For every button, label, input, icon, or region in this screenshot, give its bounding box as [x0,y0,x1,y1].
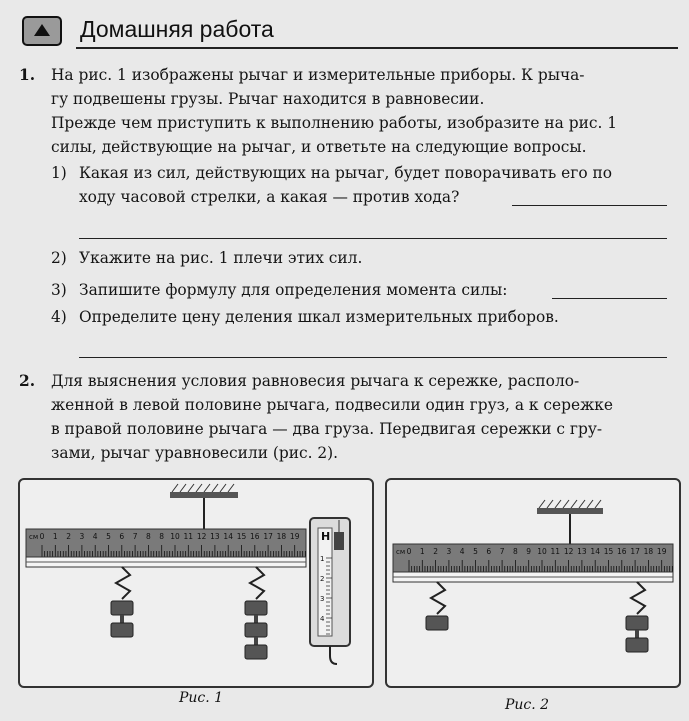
task2-line-1: Для выяснения условия равновесия рычага к сережке, располо- [51,372,580,390]
ruler-tick-label: 17 [263,532,273,541]
ruler-tick-label: 10 [537,547,547,556]
left-hook [116,567,130,599]
ceiling-mount [537,508,603,514]
figure-2 [385,478,681,688]
ruler-tick-label: 18 [643,547,654,556]
ruler-tick-label: 7 [499,547,505,556]
page-title: Домашняя работа [80,16,274,42]
ruler-tick-label: 9 [526,547,532,556]
ruler-tick-label: 12 [196,532,207,541]
ruler-tick-label: 12 [563,547,574,556]
answer-line-1a[interactable] [512,205,667,206]
ruler-tick-label: 11 [183,532,194,541]
answer-line-1b[interactable] [79,238,667,239]
ruler-tick-label: 3 [79,532,85,541]
right-hook [250,567,264,599]
up-triangle-icon [22,16,62,46]
question-1-number: 1) [51,164,67,182]
dynamometer-tick-label: 3 [320,595,325,603]
task1-line-1: На рис. 1 изображены рычаг и измерительные приборы. К рыча- [51,66,585,84]
ruler-tick-label: 7 [132,532,138,541]
ruler-tick-label: 15 [236,532,247,541]
task1-line-3: Прежде чем приступить к выполнению работы, изобразите на рис. 1 [51,114,618,132]
task2-number: 2. [19,372,36,390]
left-weight [426,616,448,630]
question-3-number: 3) [51,281,67,299]
ruler-tick-label: 10 [170,532,180,541]
ruler-tick-label: 16 [617,547,627,556]
question-3-line-1: Запишите формулу для определения момента силы: [79,281,508,299]
question-2-line-1: Укажите на рис. 1 плечи этих сил. [79,249,363,267]
task1-line-4: силы, действующие на рычаг, и ответьте на следующие вопросы. [51,138,587,156]
task2-line-3: в правой половине рычага — два груза. Передвигая сережки с гру- [51,420,603,438]
ruler-tick-label: 16 [250,532,260,541]
ruler-tick-label: 2 [66,532,71,541]
right-hook [631,582,645,614]
figure-1-drawing [20,480,372,686]
ruler-tick-label: 8 [159,532,165,541]
ceiling-hatching [539,500,601,508]
ruler-tick-label: 4 [92,532,98,541]
ruler-tick-label: 18 [276,532,287,541]
dynamometer-tick-label: 1 [320,555,325,563]
ruler-tick-label: 5 [106,532,111,541]
figure-1-caption: Рис. 1 [179,690,224,706]
ruler-tick-label: 1 [419,547,425,556]
question-4-line-1: Определите цену деления шкал измерительных приборов. [79,308,559,326]
ruler-tick-label: 8 [146,532,151,541]
ruler-tick-label: 3 [446,547,452,556]
ruler-tick-label: 19 [656,547,667,556]
dynamometer-tick-label: 4 [320,615,325,623]
ruler-tick-label: 17 [630,547,640,556]
answer-line-3[interactable] [552,298,667,299]
answer-line-4[interactable] [79,357,667,358]
question-4-number: 4) [51,308,67,326]
right-weight-stack [245,601,267,659]
dynamometer-tick-label: 2 [320,575,325,583]
ruler-tick-label: 0 [39,532,45,541]
figure-2-drawing [387,480,679,686]
ruler-tick-label: 15 [603,547,614,556]
ceiling-mount [170,492,238,498]
ruler-tick-label: 11 [550,547,561,556]
question-1-line-2: ходу часовой стрелки, а какая — против хода? [79,188,460,206]
ruler-unit-label: см [396,548,406,556]
header-divider [76,47,678,49]
task2-line-2: женной в левой половине рычага, подвесили один груз, а к сережке [51,396,613,414]
left-weight-stack [111,601,133,637]
ruler-tick-label: 13 [210,532,220,541]
ruler-tick-label: 4 [459,547,465,556]
figure-1 [18,478,374,688]
ceiling-hatching [172,484,234,492]
figure-2-caption: Рис. 2 [505,697,550,713]
ruler-tick-label: 8 [513,547,518,556]
section-header [18,12,678,50]
ruler-tick-label: 0 [406,547,412,556]
ruler-tick-label: 2 [433,547,438,556]
ruler-tick-label: 13 [577,547,587,556]
question-2-number: 2) [51,249,67,267]
task1-line-2: гу подвешены грузы. Рычаг находится в равновесии. [51,90,485,108]
task2-line-4: зами, рычаг уравновесили (рис. 2). [51,444,339,462]
ruler-tick-label: 14 [223,532,233,541]
ruler-tick-label: 14 [590,547,600,556]
ruler-tick-label: 6 [119,532,125,541]
question-1-line-1: Какая из сил, действующих на рычаг, будет поворачивать его по [79,164,613,182]
left-hook [431,582,445,614]
task1-number: 1. [19,66,36,84]
right-weight-stack [626,616,648,652]
ruler-tick-label: 6 [486,547,492,556]
ruler-unit-label: см [29,533,39,541]
dynamometer-unit: Н [321,530,331,543]
ruler-tick-label: 1 [52,532,58,541]
ruler-tick-label: 19 [289,532,300,541]
ruler-tick-label: 5 [473,547,478,556]
